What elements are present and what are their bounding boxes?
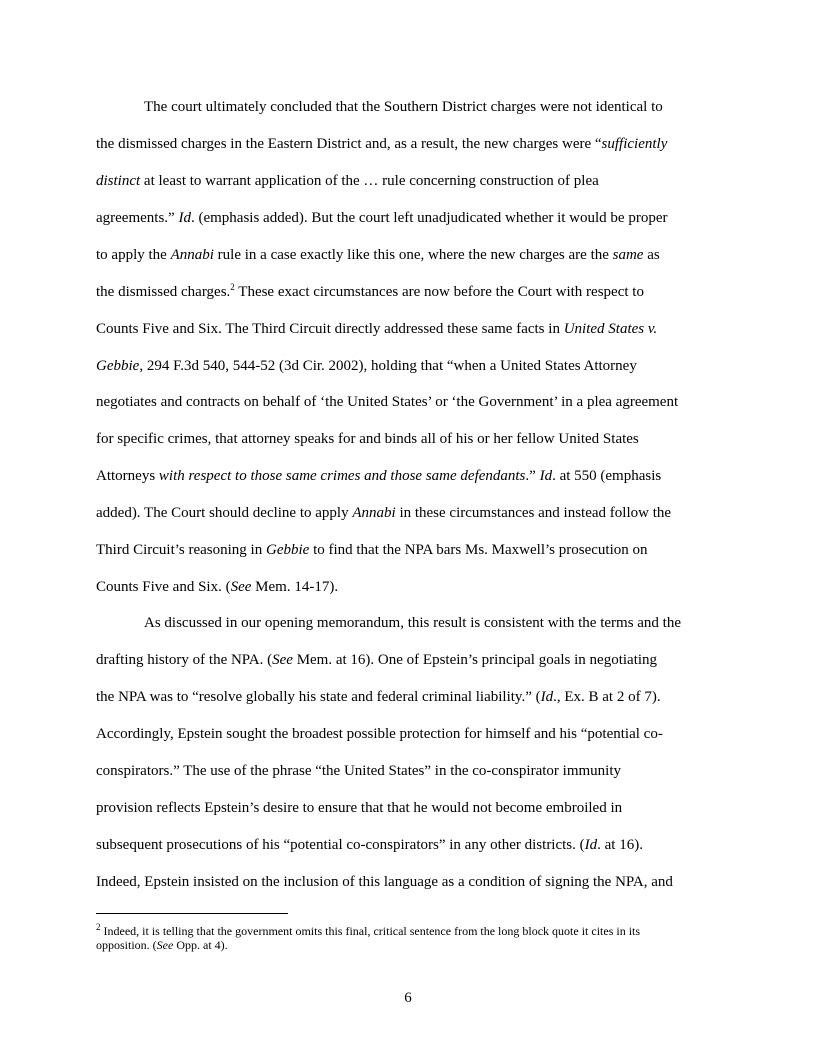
page-number: 6 bbox=[404, 990, 412, 1006]
text-run: added). The Court should decline to apply bbox=[96, 505, 353, 521]
text-run: As discussed in our opening memorandum, this result is consistent with the terms and the bbox=[144, 615, 682, 631]
body-line bbox=[96, 725, 720, 743]
body-line bbox=[96, 578, 720, 596]
body-line bbox=[96, 430, 720, 448]
body-line bbox=[96, 209, 720, 227]
text-run: . at 550 (emphasis bbox=[552, 468, 662, 484]
footnote-line bbox=[96, 924, 720, 938]
text-run: Mem. 14-17). bbox=[251, 579, 339, 595]
text-run: drafting history of the NPA. ( bbox=[96, 652, 273, 668]
text-run: .” bbox=[525, 468, 540, 484]
body-line bbox=[96, 836, 720, 854]
text-run: opposition. ( bbox=[96, 938, 157, 952]
body-line bbox=[96, 283, 720, 301]
text-run: rule in a case exactly like this one, where the new charges are the bbox=[213, 247, 613, 263]
text-run: Mem. at 16). One of Epstein’s principal goals in negotiating bbox=[292, 652, 658, 668]
italic-text: Id bbox=[178, 210, 191, 226]
body-line bbox=[96, 762, 720, 780]
text-run: at least to warrant application of the … rule concerning construction of plea bbox=[140, 173, 599, 189]
text-run: Indeed, Epstein insisted on the inclusion of this language as a condition of signing the NPA, and bbox=[96, 874, 673, 890]
body-line bbox=[96, 393, 720, 411]
text-run: . at 16). bbox=[597, 837, 643, 853]
body-line bbox=[96, 467, 720, 485]
text-run: for specific crimes, that attorney speaks for and binds all of his or her fellow United States bbox=[96, 431, 639, 447]
body-line bbox=[96, 246, 720, 264]
text-run: Third Circuit’s reasoning in bbox=[96, 542, 266, 558]
body-line bbox=[96, 799, 720, 817]
text-run: to apply the bbox=[96, 247, 171, 263]
italic-text: with respect to those same crimes and those same defendants bbox=[158, 468, 526, 484]
italic-text: Id bbox=[539, 468, 553, 484]
italic-text: United States v. bbox=[563, 321, 658, 337]
italic-text: distinct bbox=[96, 173, 141, 189]
body-line bbox=[144, 98, 720, 116]
body-line bbox=[96, 541, 720, 559]
body-line bbox=[96, 320, 720, 338]
text-run: These exact circumstances are now before the Court with respect to bbox=[234, 284, 644, 300]
body-line bbox=[96, 651, 720, 669]
italic-text: Gebbie bbox=[265, 542, 310, 558]
body-line bbox=[96, 504, 720, 522]
text-run: in these circumstances and instead follow the bbox=[395, 505, 672, 521]
italic-text: Annabi bbox=[352, 505, 396, 521]
italic-text: See bbox=[272, 652, 293, 668]
text-run: Indeed, it is telling that the government omits this final, critical sentence from the long block quote it cites in its bbox=[100, 924, 641, 938]
footnote-marker: 2 bbox=[96, 922, 101, 932]
body-line bbox=[96, 357, 720, 375]
text-run: agreements.” bbox=[96, 210, 179, 226]
text-run: The court ultimately concluded that the Southern District charges were not identical to bbox=[144, 99, 663, 115]
italic-text: Gebbie bbox=[96, 358, 140, 374]
text-run: to find that the NPA bars Ms. Maxwell’s prosecution on bbox=[309, 542, 648, 558]
text-run: Attorneys bbox=[96, 468, 159, 484]
text-run: . (emphasis added). But the court left unadjudicated whether it would be proper bbox=[190, 210, 668, 226]
italic-text: same bbox=[612, 247, 644, 263]
italic-text: Annabi bbox=[170, 247, 214, 263]
italic-text: sufficiently bbox=[601, 136, 668, 152]
text-run: subsequent prosecutions of his “potential co-conspirators” in any other districts. ( bbox=[96, 837, 585, 853]
footnote-marker: 2 bbox=[230, 282, 235, 292]
body-line bbox=[96, 873, 720, 891]
body-line bbox=[96, 135, 720, 153]
footnote-separator bbox=[96, 913, 288, 914]
italic-text: Id bbox=[584, 837, 598, 853]
text-run: Counts Five and Six. The Third Circuit directly addressed these same facts in bbox=[96, 321, 564, 337]
text-run: Counts Five and Six. ( bbox=[96, 579, 231, 595]
footnote-line bbox=[96, 938, 720, 952]
body-line bbox=[96, 688, 720, 706]
body-line bbox=[144, 614, 720, 632]
text-run: conspirators.” The use of the phrase “the United States” in the co-conspirator immunity bbox=[96, 763, 621, 779]
italic-text: See bbox=[156, 938, 174, 952]
text-run: Accordingly, Epstein sought the broadest possible protection for himself and his “potential co- bbox=[96, 726, 663, 742]
body-line bbox=[96, 172, 720, 190]
text-run: the dismissed charges. bbox=[96, 284, 231, 300]
text-run: negotiates and contracts on behalf of ‘the United States’ or ‘the Government’ in a plea agreement bbox=[96, 394, 679, 410]
text-run: the dismissed charges in the Eastern District and, as a result, the new charges were “ bbox=[96, 136, 602, 152]
text-run: , 294 F.3d 540, 544-52 (3d Cir. 2002), holding that “when a United States Attorney bbox=[139, 358, 637, 374]
text-run: Opp. at 4). bbox=[173, 938, 228, 952]
italic-text: See bbox=[230, 579, 252, 595]
text-run: as bbox=[643, 247, 660, 263]
text-run: the NPA was to “resolve globally his state and federal criminal liability.” ( bbox=[96, 689, 541, 705]
text-run: provision reflects Epstein’s desire to ensure that that he would not become embroiled in bbox=[96, 800, 623, 816]
italic-text: Id bbox=[540, 689, 554, 705]
text-run: ., Ex. B at 2 of 7). bbox=[553, 689, 661, 705]
